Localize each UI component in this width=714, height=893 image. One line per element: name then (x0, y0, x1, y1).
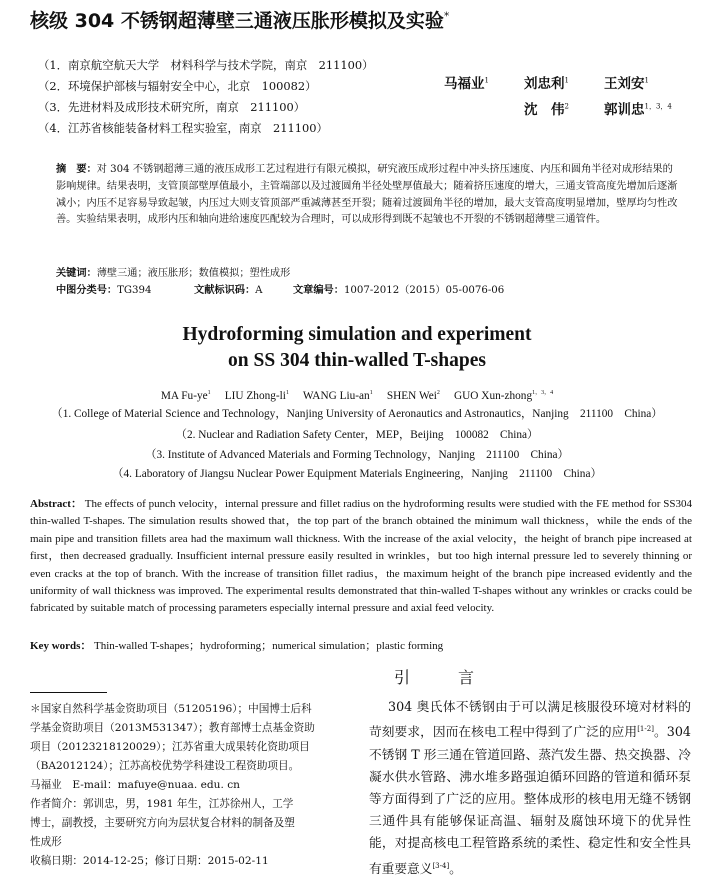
paper-title-cn: 核级 304 不锈钢超薄壁三通液压胀形模拟及实验* (30, 9, 450, 32)
abstract-en (30, 496, 692, 618)
footnote-line: 项目（20123218120029）；江苏省重大成果转化资助项目 (30, 741, 310, 753)
author-cn-2: 刘忠利$^1$ (524, 76, 569, 92)
footnote-line: 收稿日期：2014-12-25；修订日期：2015-02-11 (30, 855, 269, 867)
clc-label: 中图分类号： (56, 285, 118, 296)
author-cn-1: 马福业$^1$ (444, 76, 489, 92)
footnote-line: 博士，副教授，主要研究方向为层状复合材料的制备及塑 (30, 817, 295, 829)
affiliation-cn-4: （4．江苏省核能装备材料工程实验室，南京 211100） (38, 121, 328, 135)
footnote-line: 作者简介：郭训忠，男，1981 年生，江苏徐州人，工学 (30, 798, 294, 810)
abstract-cn (56, 162, 680, 229)
affiliation-en-4: （4. Laboratory of Jiangsu Nuclear Power Equipment Materials Engineering，Nanjing 211100 China） (112, 468, 602, 480)
abstract-cn-label: 摘 要： (56, 164, 97, 175)
affiliation-cn-2: （2．环境保护部核与辐射安全中心，北京 100082） (38, 79, 317, 93)
footnote-line: ＊国家自然科学基金资助项目（51205196）；中国博士后科 (30, 703, 312, 715)
affiliation-en-1: （1. College of Material Science and Technology，Nanjing University of Aeronautics and Astronautics，Nanjing 211100 China） (51, 408, 663, 420)
citation: [1-2] (637, 725, 654, 734)
affiliation-cn-3: （3．先进材料及成形技术研究所，南京 211100） (38, 100, 306, 114)
article-no-value: 1007-2012（2015）05-0076-06 (343, 285, 505, 296)
footnote-rule (30, 692, 107, 693)
keywords-en: Key words： Thin-walled T-shapes；hydroforming；numerical simulation；plastic forming (30, 640, 444, 652)
footnote-line: 学基金资助项目（2013M531347）；教育部博士点基金资助 (30, 722, 315, 734)
intro-heading: 引 言 (394, 668, 491, 687)
doc-code-label: 文献标识码： (194, 285, 256, 296)
article-no-label: 文章编号： (293, 285, 344, 296)
abstract-en-text: The effects of punch velocity，internal pressure and fillet radius on the hydroforming results were studied with the FE method for SS304 thin-walled T-shapes. The simulation results showed that，the top part of the branch obtained the minimum wall thickness，while the ends of the main pipe and transition fillets area had the maximum wall thickness. With the increase of the axial velocity，the height of branch pipe increased at first，then decreased gradually. Insufficient internal pressure easily resulted in wrinkles，but too high internal pressure led to severely thinning or even cracks at the top of branch. With the increase of transition fillet radius，the maximum height of the branch pipe increased evidently and the uniformity of wall thickness was improved. The experimental results demonstrated that thin-walled T-shapes without any wrinkles or cracks could be fabricated by suitable match of processing parameters especially internal pressure and axial feed velocity. (30, 498, 692, 615)
footnote-line: 马福业 E-mail：mafuye@nuaa. edu. cn (30, 779, 240, 791)
classification-line (56, 281, 504, 296)
author-cn-4: 沈 伟$^2$ (524, 102, 569, 118)
footnote-line: （BA2012124）；江苏高校优势学科建设工程资助项目。 (30, 760, 300, 772)
author-cn-5: 郭训忠$^{1,3,4}$ (604, 102, 672, 118)
affiliation-en-2: （2. Nuclear and Radiation Safety Center，MEP，Beijing 100082 China） (175, 429, 539, 441)
citation: [3-4] (432, 861, 450, 870)
clc-value: TG394 (117, 285, 152, 296)
footnote-line: 性成形 (30, 836, 62, 848)
paper-title-en-line1: Hydroforming simulation and experiment (182, 324, 532, 345)
abstract-en-label: Abstract： (30, 498, 83, 510)
paper-title-en-line2: on SS 304 thin-walled T-shapes (228, 350, 486, 371)
authors-en: MA $Fu-ye^1$ LIU Zhong-$li^1$ WANG Liu-$an^1$ SHEN Wei$^2$ GUO Xun-zhong$^{1,3,4}$ (160, 389, 554, 402)
title-footnote-mark: * (443, 9, 450, 23)
abstract-cn-text: 对 304 不锈钢超薄三通的液压成形工艺过程进行有限元模拟，研究液压成形过程中冲头挤压速度、内压和圆角半径对成形结果的影响规律。结果表明，支管顶部壁厚值最小，主管端部以及过渡圆角半径处壁厚值最大；随着挤压速度的增大，三通支管高度先增加后逐渐减小；内压不足容易导致起皱，内压过大则支管顶部严重减薄甚至开裂；随着过渡圆角半径的增加，最大支管高度明显增加，壁厚均匀性改善。实验结果表明，成形内压和轴向进给速度匹配较为合理时，可以成形得到既不起皱也不开裂的不锈钢超薄壁三通管件。 (56, 164, 678, 226)
doc-code-value: A (255, 285, 263, 296)
footnote (30, 700, 336, 871)
intro-body: 304 奥氏体不锈钢由于可以满足核服役环境对材料的苛刻要求，因而在核电工程中得到了广泛的应用[1-2]。304 不锈钢 T 形三通在管道回路、蒸汽发生器、热交换器、冷凝水供水管路、沸水堆多路强迫循环回路的管道和循环泵等方面得到了广泛的应用。整体成形的核电用无缝不锈钢三通件具有能够保证高温、辐射及腐蚀环境下的优异性能，对提高核电工程管路系统的柔性、稳定性和安全性具有重要意义[3-4]。 (369, 699, 692, 876)
keywords-cn: 关键词：薄壁三通；液压胀形；数值模拟；塑性成形 (56, 268, 291, 279)
author-cn-3: 王刘安$^1$ (604, 76, 649, 92)
affiliation-en-3: （3. Institute of Advanced Materials and Forming Technology，Nanjing 211100 China） (145, 449, 569, 461)
affiliation-cn-1: （1．南京航空航天大学 材料科学与技术学院，南京 211100） (38, 58, 374, 72)
